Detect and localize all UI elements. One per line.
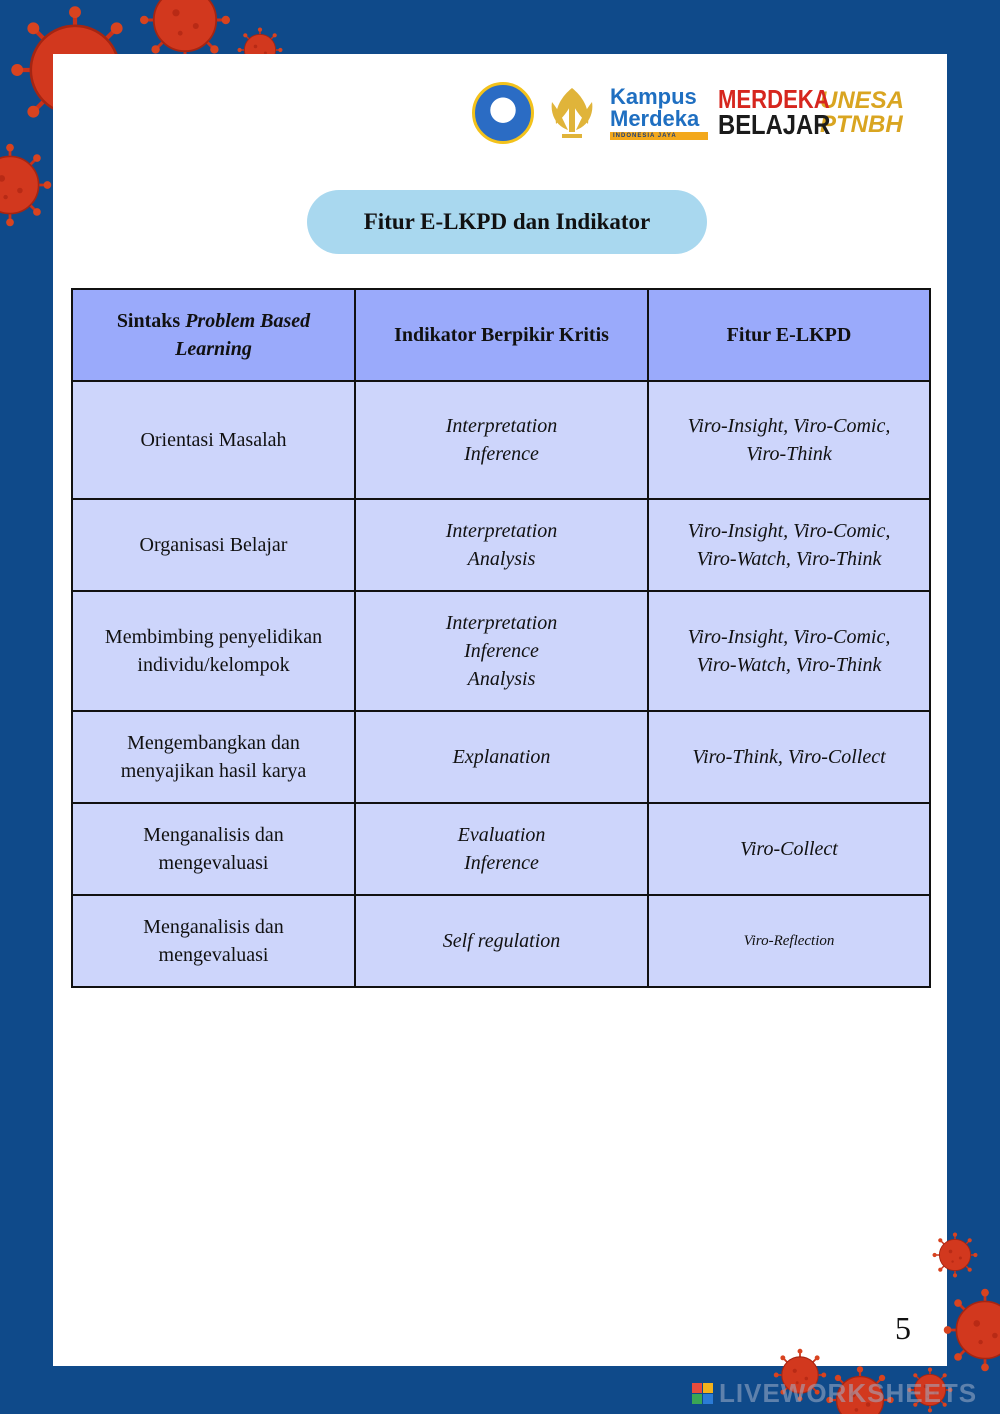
cell-sintaks <box>72 591 355 711</box>
fitur-line: Viro-Think <box>746 443 832 465</box>
indikator-line: Analysis <box>467 668 536 690</box>
cell-fitur <box>648 591 930 711</box>
cell-indikator <box>355 591 648 711</box>
sintaks-line: mengevaluasi <box>158 944 269 966</box>
liveworksheets-icon <box>692 1383 713 1404</box>
table-row <box>72 711 930 803</box>
sintaks-line: Menganalisis dan <box>143 916 284 938</box>
watermark-text: LIVEWORKSHEETS <box>719 1378 978 1408</box>
table-row <box>72 381 930 499</box>
merdeka-word: MERDEKA <box>718 84 830 115</box>
section-title: Fitur E-LKPD dan Indikator <box>307 190 707 254</box>
sintaks-line: Menganalisis dan <box>143 824 284 846</box>
indikator-line: Interpretation <box>445 415 558 437</box>
cell-indikator <box>355 711 648 803</box>
indikator-line: Self regulation <box>442 930 561 952</box>
fitur-line: Viro-Watch, Viro-Think <box>696 548 882 570</box>
sintaks-line: Mengembangkan dan <box>127 732 300 754</box>
cell-sintaks <box>72 803 355 895</box>
table-row <box>72 499 930 591</box>
cell-fitur <box>648 381 930 499</box>
table-row <box>72 591 930 711</box>
unesa-logo <box>544 82 600 144</box>
indikator-line: Evaluation <box>457 824 546 846</box>
kampus-tagline: INDONESIA JAYA <box>610 132 708 140</box>
fitur-line: Viro-Insight, Viro-Comic, <box>687 520 891 542</box>
indikator-line: Analysis <box>467 548 536 570</box>
fitur-line: Viro-Insight, Viro-Comic, <box>687 626 891 648</box>
table-row <box>72 803 930 895</box>
unesa-ptnbh-logo <box>820 89 910 137</box>
belajar-word: BELAJAR <box>718 109 831 141</box>
header-sintaks-prefix: Sintaks <box>116 310 186 332</box>
cell-sintaks <box>72 711 355 803</box>
table-row <box>72 895 930 987</box>
sintaks-line: individu/kelompok <box>137 654 290 676</box>
sintaks-line: mengevaluasi <box>158 852 269 874</box>
unesa-word: UNESA <box>820 87 905 114</box>
indikator-line: Interpretation <box>445 520 558 542</box>
fitur-line: Viro-Think, Viro-Collect <box>692 746 886 768</box>
header-fitur: Fitur E-LKPD <box>648 289 930 381</box>
sintaks-line: Organisasi Belajar <box>139 534 288 556</box>
logo-strip <box>472 78 922 148</box>
header-sintaks-italic: Problem Based Learning <box>175 310 311 360</box>
sintaks-line: Membimbing penyelidikan <box>104 626 323 648</box>
fitur-line: Viro-Insight, Viro-Comic, <box>687 415 891 437</box>
ptnbh-word: PTNBH <box>820 111 903 138</box>
indikator-line: Inference <box>464 443 539 465</box>
header-sintaks <box>72 289 355 381</box>
feature-indicator-table <box>71 288 931 988</box>
cell-fitur <box>648 499 930 591</box>
fitur-line: Viro-Reflection <box>743 933 835 949</box>
tut-wuri-handayani-logo <box>472 82 534 144</box>
sintaks-line: Orientasi Masalah <box>140 429 287 451</box>
cell-indikator <box>355 381 648 499</box>
liveworksheets-watermark <box>692 1378 977 1409</box>
merdeka-belajar-logo <box>718 84 831 141</box>
table-header-row <box>72 289 930 381</box>
cell-indikator <box>355 895 648 987</box>
indikator-line: Inference <box>464 640 539 662</box>
cell-sintaks <box>72 381 355 499</box>
indikator-line: Explanation <box>452 746 551 768</box>
fitur-line: Viro-Collect <box>740 838 838 860</box>
cell-fitur <box>648 803 930 895</box>
sintaks-line: menyajikan hasil karya <box>120 760 307 782</box>
cell-sintaks <box>72 895 355 987</box>
indikator-line: Inference <box>464 852 539 874</box>
cell-sintaks <box>72 499 355 591</box>
fitur-line: Viro-Watch, Viro-Think <box>696 654 882 676</box>
cell-indikator <box>355 803 648 895</box>
kampus-text: Kampus <box>610 84 697 109</box>
merdeka-text: Merdeka <box>610 106 700 131</box>
page-number: 5 <box>895 1310 911 1346</box>
indikator-line: Interpretation <box>445 612 558 634</box>
cell-fitur <box>648 895 930 987</box>
cell-indikator <box>355 499 648 591</box>
header-indikator: Indikator Berpikir Kritis <box>355 289 648 381</box>
cell-fitur <box>648 711 930 803</box>
kampus-merdeka-logo <box>610 86 708 140</box>
